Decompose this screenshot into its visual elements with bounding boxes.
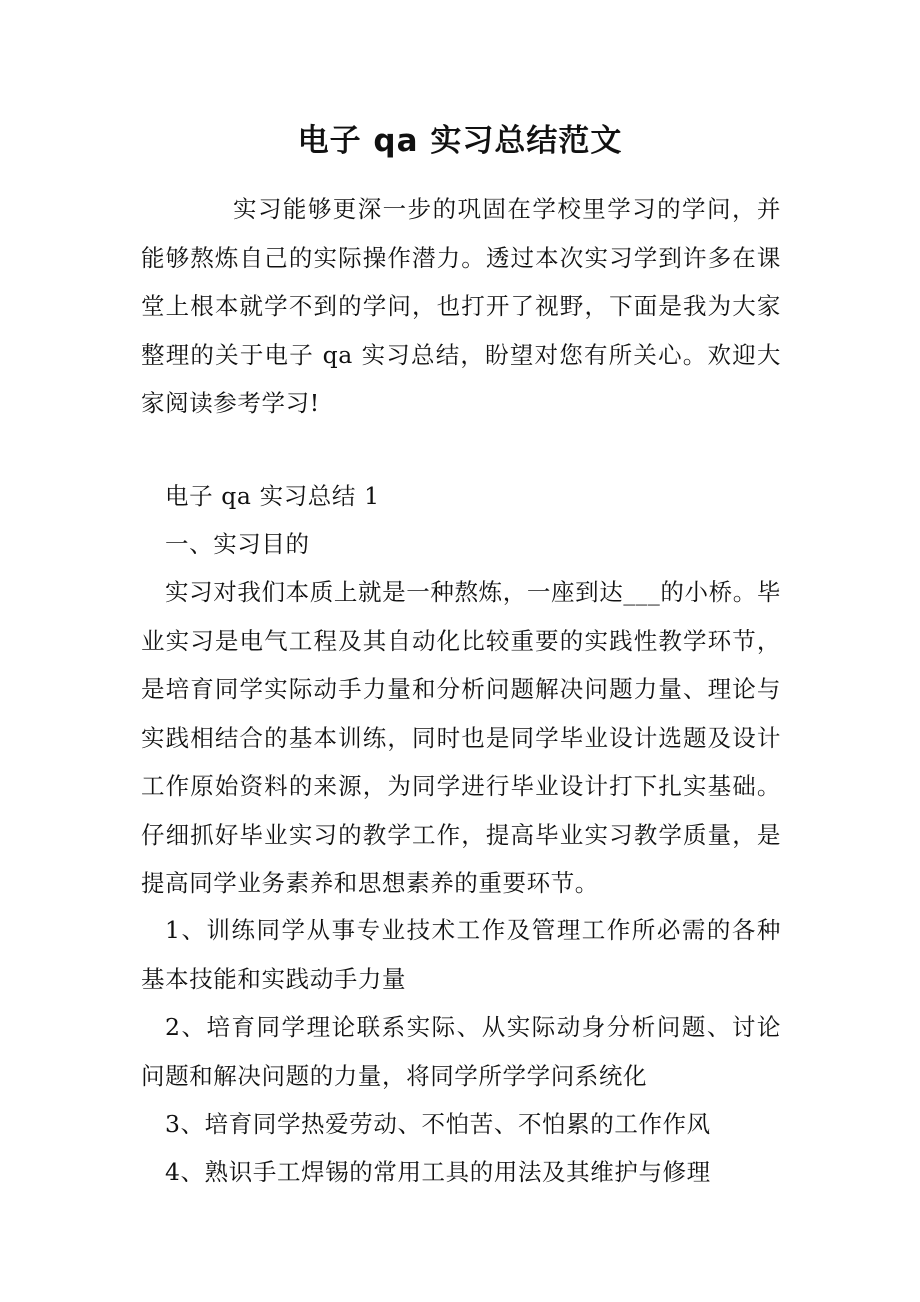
intro-paragraph: 实习能够更深一步的巩固在学校里学习的学问，并能够熬炼自己的实际操作潜力。透过本次实习学到许多在课堂上根本就学不到的学问，也打开了视野，下面是我为大家整理的关于电子 qa 实习总结，盼望对您有所关心。欢迎大家阅读参考学习! <box>141 195 781 417</box>
section-heading: 电子 qa 实习总结 1 <box>165 482 380 510</box>
list-item: 2、培育同学理论联系实际、从实际动身分析问题、讨论问题和解决问题的力量，将同学所学学问系统化 <box>141 1013 781 1090</box>
list-item: 3、培育同学热爱劳动、不怕苦、不怕累的工作作风 <box>165 1110 711 1138</box>
section-subheading: 一、实习目的 <box>165 530 310 558</box>
document-title: 电子 qa 实习总结范文 <box>297 123 623 159</box>
body-paragraph: 实习对我们本质上就是一种熬炼，一座到达___的小桥。毕业实习是电气工程及其自动化比较重要的实践性教学环节，是培育同学实际动手力量和分析问题解决问题力量、理论与实践相结合的基本训练，同时也是同学毕业设计选题及设计工作原始资料的来源，为同学进行毕业设计打下扎实基础。仔细抓好毕业实习的教学工作，提高毕业实习教学质量，是提高同学业务素养和思想素养的重要环节。 <box>141 578 781 897</box>
list-item: 1、训练同学从事专业技术工作及管理工作所必需的各种基本技能和实践动手力量 <box>141 916 781 993</box>
list-item: 4、熟识手工焊锡的常用工具的用法及其维护与修理 <box>165 1158 711 1186</box>
